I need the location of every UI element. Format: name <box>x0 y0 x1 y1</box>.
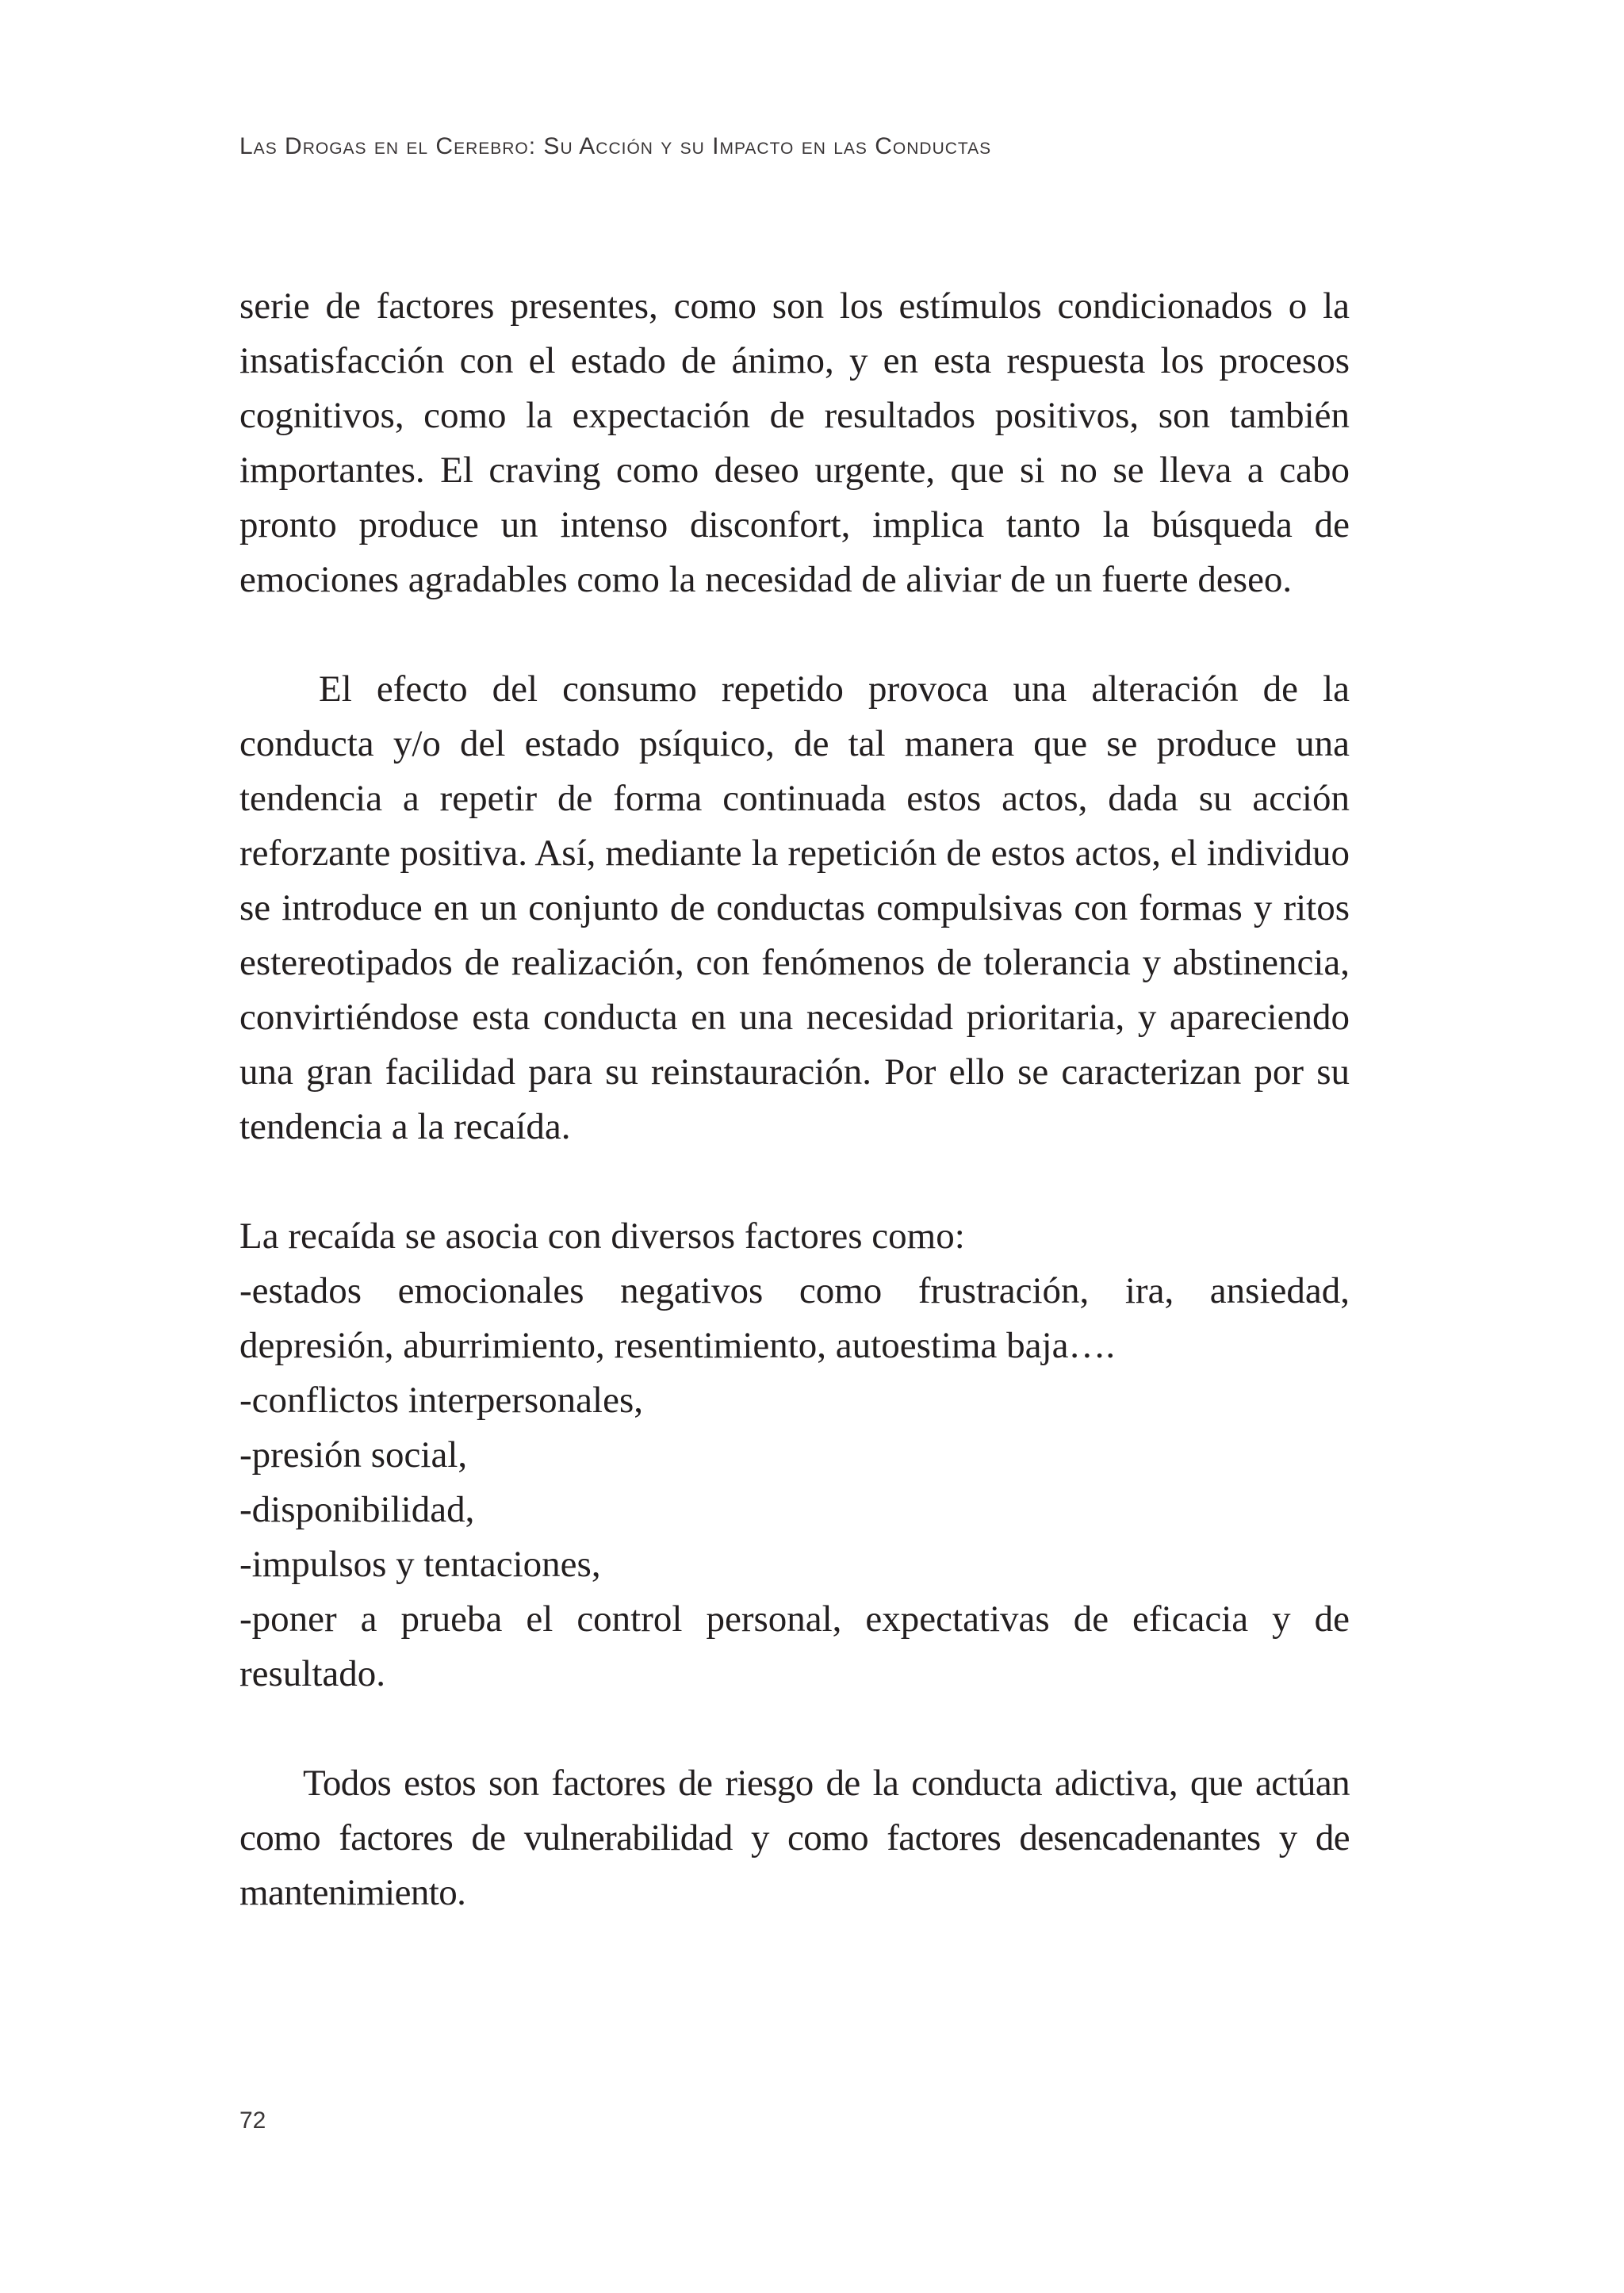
paragraph-spacer <box>239 1154 1350 1209</box>
paragraph-spacer <box>239 1702 1350 1756</box>
page-number: 72 <box>239 2107 266 2134</box>
running-header: Las Drogas en el Cerebro: Su Acción y su Impacto en las Conductas <box>239 133 992 159</box>
list-item: -presión social, <box>239 1434 468 1476</box>
paragraph: Todos estos son factores de riesgo de la conducta adictiva, que actúan como factores de vulnerabilidad y como factores desencadenantes y de mantenimiento. <box>239 1763 1350 1913</box>
list-item: -conflictos interpersonales, <box>239 1380 643 1421</box>
list-item: -disponibilidad, <box>239 1489 475 1530</box>
list-item: -impulsos y tentaciones, <box>239 1544 601 1585</box>
paragraph-spacer <box>239 607 1350 662</box>
paragraph: serie de factores presentes, como son los estímulos condicionados o la insatisfacción con el estado de ánimo, y en esta respuesta los procesos cognitivos, como la expectación de resultados positivos, son también importantes. El craving como deseo urgente, que si no se lleva a cabo pronto produce un intenso disconfort, implica tanto la búsqueda de emociones agradables como la necesidad de aliviar de un fuerte deseo. <box>239 285 1350 600</box>
paragraph: El efecto del consumo repetido provoca una alteración de la conducta y/o del estado psíquico, de tal manera que se produce una tendencia a repetir de forma continuada estos actos, dada su acción reforzante positiva. Así, mediante la repetición de estos actos, el individuo se introduce en un conjunto de conductas compulsivas con formas y ritos estereotipados de realización, con fenómenos de tolerancia y abstinencia, convirtiéndose esta conducta en una necesidad prioritaria, y apareciendo una gran facilidad para su reinstauración. Por ello se caracterizan por su tendencia a la recaída. <box>239 668 1350 1147</box>
list-intro: La recaída se asocia con diversos factores como: <box>239 1215 965 1257</box>
list-item: -estados emocionales negativos como frustración, ira, ansiedad, depresión, aburrimiento, resentimiento, autoestima baja…. <box>239 1270 1350 1366</box>
list-item: -poner a prueba el control personal, expectativas de eficacia y de resultado. <box>239 1598 1350 1694</box>
body-text <box>239 279 1350 1920</box>
